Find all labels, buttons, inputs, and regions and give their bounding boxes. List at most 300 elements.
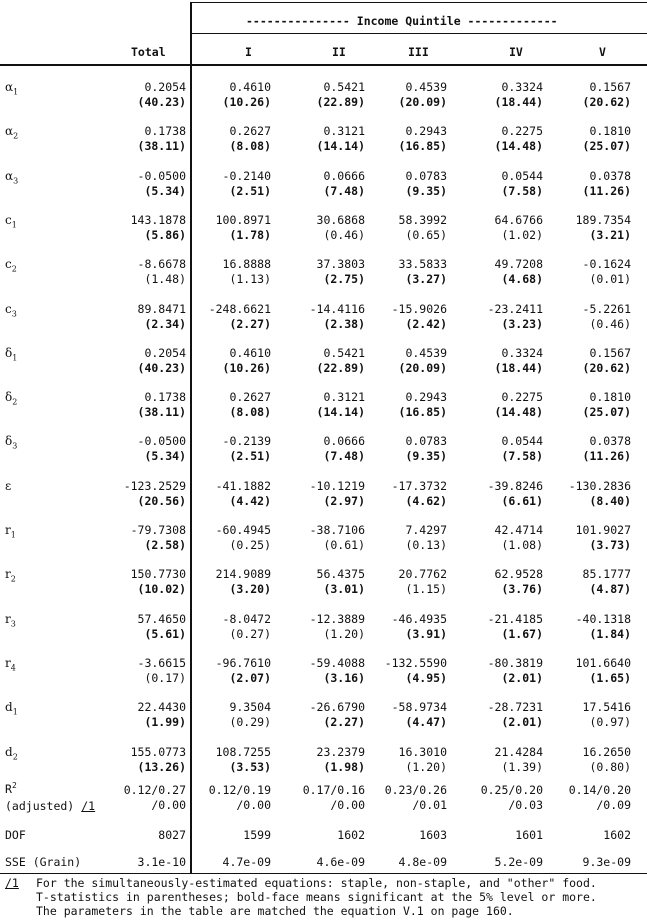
estimate-cell: [317, 745, 365, 775]
estimate-value: 100.8971: [215, 212, 271, 227]
parameter-symbol: c: [5, 212, 12, 227]
estimate-cell: [317, 80, 365, 110]
parameter-subscript: 2: [10, 574, 16, 584]
parameter-label: [5, 523, 16, 539]
estimate-value: -0.1624: [582, 257, 631, 272]
estimate-cell: [399, 124, 447, 154]
t-statistic: (9.35): [405, 449, 447, 464]
estimate-cell: [310, 612, 365, 642]
estimate-cell: [138, 390, 186, 420]
parameter-subscript: 4: [10, 663, 16, 673]
r2-adjusted-value: /0.01: [412, 798, 447, 812]
t-statistic: (3.91): [405, 626, 447, 641]
parameter-symbol: r: [5, 611, 11, 626]
estimate-cell: [229, 700, 271, 730]
estimate-value: -3.6615: [137, 655, 186, 670]
t-statistic: (9.35): [405, 183, 447, 198]
parameter-symbol: δ: [5, 434, 13, 449]
t-statistic: (22.89): [316, 95, 365, 109]
parameter-label: [5, 302, 17, 318]
dof-cell: 1602: [603, 828, 631, 842]
estimate-value: 0.1738: [144, 390, 186, 405]
estimate-value: 16.3010: [398, 744, 447, 759]
estimate-value: 20.7762: [398, 567, 447, 582]
r2-value: 0.17/0.16: [302, 783, 365, 797]
footnote-line-2: T-statistics in parentheses; bold-face means significant at the 5% level or more.: [36, 890, 597, 904]
estimate-cell: [209, 302, 271, 332]
estimate-value: 0.0666: [323, 434, 365, 449]
estimate-cell: [138, 346, 186, 376]
estimate-value: 37.3803: [316, 257, 365, 272]
t-statistic: (3.16): [323, 670, 365, 685]
estimate-cell: [138, 700, 186, 730]
estimate-cell: [223, 612, 271, 642]
estimate-cell: [501, 169, 543, 199]
t-statistic: (2.51): [229, 183, 271, 198]
t-statistic: (7.48): [323, 449, 365, 464]
parameter-symbol: α: [5, 80, 14, 94]
estimate-value: 17.5416: [582, 700, 631, 715]
sse-cell: 5.2e-09: [494, 855, 543, 869]
sse-cell: 4.7e-09: [222, 855, 271, 869]
estimate-cell: [583, 346, 631, 376]
estimate-value: -0.2139: [222, 434, 271, 449]
estimate-cell: [392, 302, 447, 332]
estimate-cell: [323, 169, 365, 199]
estimate-cell: [216, 479, 271, 509]
estimate-cell: [124, 479, 186, 509]
t-statistic: (10.26): [222, 95, 271, 109]
estimate-cell: [501, 434, 543, 464]
r2-adjusted-value: /0.09: [596, 798, 631, 812]
t-statistic: (2.27): [229, 316, 271, 331]
t-statistic: (3.53): [229, 759, 271, 774]
t-statistic: (20.56): [137, 493, 186, 508]
r2-adjusted-value: /0.00: [151, 798, 186, 812]
estimate-cell: [583, 124, 631, 154]
t-statistic: (25.07): [582, 139, 631, 154]
t-statistic: (7.58): [501, 183, 543, 198]
r2-adjusted-value: /0.03: [508, 798, 543, 812]
estimate-value: 0.0378: [589, 434, 631, 449]
estimate-value: -8.0472: [222, 611, 271, 626]
estimate-cell: [223, 434, 271, 464]
estimate-value: -21.4185: [487, 611, 543, 626]
estimate-value: -248.6621: [208, 301, 271, 316]
estimate-value: 0.4610: [229, 80, 271, 94]
estimate-value: 0.1810: [589, 124, 631, 139]
estimate-value: 108.7255: [215, 744, 271, 759]
estimate-cell: [317, 257, 365, 287]
estimate-value: 7.4297: [405, 523, 447, 537]
estimate-value: 0.2943: [405, 124, 447, 139]
estimate-cell: [317, 213, 365, 243]
parameter-subscript: 2: [12, 397, 18, 407]
t-statistic: (20.62): [582, 360, 631, 375]
r2-value: 0.23/0.26: [384, 783, 447, 797]
estimate-cell: [323, 434, 365, 464]
estimate-value: -79.7308: [130, 523, 186, 537]
estimate-value: 16.2650: [582, 744, 631, 759]
t-statistic: (1.65): [589, 670, 631, 685]
parameter-label: [5, 612, 16, 628]
parameter-label: [5, 124, 18, 140]
estimate-value: 0.2054: [144, 80, 186, 94]
parameter-subscript: 1: [12, 707, 18, 717]
bottom-rule: [0, 873, 647, 874]
parameter-label: [5, 434, 17, 450]
estimate-cell: [131, 745, 186, 775]
t-statistic: (6.61): [501, 493, 543, 508]
parameter-label: [5, 745, 18, 761]
estimate-value: 23.2379: [316, 744, 365, 759]
quintile-header: --------------- Income Quintile -------------: [246, 14, 558, 28]
estimate-cell: [495, 257, 543, 287]
estimate-cell: [583, 390, 631, 420]
estimate-value: 0.3121: [323, 124, 365, 139]
estimate-cell: [488, 479, 543, 509]
estimate-value: -41.1882: [215, 478, 271, 493]
t-statistic: (7.48): [323, 183, 365, 198]
t-statistic: (3.27): [405, 272, 447, 287]
t-statistic: (40.23): [137, 95, 186, 109]
estimate-value: -39.8246: [487, 478, 543, 493]
estimate-value: 62.9528: [494, 567, 543, 582]
estimate-cell: [576, 523, 631, 553]
t-statistic: (0.13): [405, 538, 447, 552]
t-statistic: (2.51): [229, 449, 271, 464]
estimate-value: 155.0773: [130, 744, 186, 759]
t-statistic: (0.97): [589, 715, 631, 730]
r2-cell: [209, 783, 271, 813]
col-header-total: Total: [131, 45, 166, 59]
estimate-cell: [495, 567, 543, 597]
t-statistic: (4.47): [405, 715, 447, 730]
estimate-cell: [310, 302, 365, 332]
estimate-value: 57.4650: [137, 611, 186, 626]
t-statistic: (18.44): [494, 360, 543, 375]
t-statistic: (2.01): [501, 715, 543, 730]
estimate-value: -26.6790: [309, 700, 365, 715]
r2-cell: [385, 783, 447, 813]
estimate-cell: [405, 434, 447, 464]
estimate-cell: [569, 479, 631, 509]
parameter-label: [5, 390, 17, 406]
t-statistic: (14.48): [494, 139, 543, 154]
estimate-value: -0.2140: [222, 168, 271, 183]
t-statistic: (1.84): [589, 626, 631, 641]
estimate-value: 0.0783: [405, 434, 447, 449]
r2-adjusted-label: [5, 799, 95, 813]
estimate-cell: [131, 523, 186, 553]
t-statistic: (1.20): [405, 759, 447, 774]
estimate-value: -12.3889: [309, 611, 365, 626]
estimate-cell: [392, 700, 447, 730]
r2-cell: [569, 783, 631, 813]
sse-cell: 9.3e-09: [582, 855, 631, 869]
t-statistic: (0.46): [323, 227, 365, 242]
t-statistic: (25.07): [582, 405, 631, 420]
r2-superscript: 2: [11, 781, 17, 790]
estimate-cell: [583, 434, 631, 464]
estimate-value: -23.2411: [487, 301, 543, 316]
parameter-subscript: 3: [12, 441, 18, 451]
t-statistic: (0.80): [589, 759, 631, 774]
estimate-value: -40.1318: [575, 611, 631, 626]
estimate-value: 0.4610: [229, 345, 271, 360]
estimate-value: 49.7208: [494, 257, 543, 272]
estimate-cell: [385, 656, 447, 686]
col-header-q3: III: [408, 45, 429, 59]
parameter-label: [5, 213, 17, 229]
estimate-value: -123.2529: [123, 478, 186, 493]
footnote-marker: /1: [5, 876, 19, 890]
parameter-symbol: r: [5, 523, 11, 537]
estimate-cell: [495, 124, 543, 154]
r2-value: 0.12/0.19: [208, 783, 271, 797]
t-statistic: (1.15): [405, 582, 447, 597]
estimate-value: -46.4935: [391, 611, 447, 626]
t-statistic: (4.62): [405, 493, 447, 508]
estimate-cell: [223, 346, 271, 376]
estimate-value: 0.4539: [405, 345, 447, 360]
estimate-cell: [399, 567, 447, 597]
parameter-subscript: 1: [13, 87, 19, 97]
footnote-line-3: The parameters in the table are matched the equation V.1 on page 160.: [36, 904, 514, 918]
t-statistic: (8.08): [229, 405, 271, 420]
estimate-cell: [216, 523, 271, 553]
estimate-value: 30.6868: [316, 212, 365, 227]
sse-label: SSE (Grain): [5, 855, 82, 869]
estimate-cell: [131, 213, 186, 243]
estimate-cell: [223, 257, 271, 287]
t-statistic: (1.98): [323, 759, 365, 774]
t-statistic: (7.58): [501, 449, 543, 464]
parameter-symbol: d: [5, 700, 13, 715]
t-statistic: (0.27): [229, 626, 271, 641]
estimate-value: 0.5421: [323, 345, 365, 360]
parameter-symbol: α: [5, 124, 14, 139]
estimate-value: 85.1777: [582, 567, 631, 582]
estimate-cell: [399, 213, 447, 243]
estimate-cell: [576, 656, 631, 686]
estimate-value: 0.4539: [405, 80, 447, 94]
estimate-cell: [229, 124, 271, 154]
dof-cell: 1602: [337, 828, 365, 842]
dof-cell: 1603: [419, 828, 447, 842]
estimate-cell: [576, 213, 631, 243]
estimate-cell: [138, 169, 186, 199]
estimate-cell: [495, 523, 543, 553]
t-statistic: (1.78): [229, 227, 271, 242]
estimate-cell: [405, 169, 447, 199]
t-statistic: (2.97): [323, 493, 365, 508]
estimate-value: 0.2275: [501, 390, 543, 405]
parameter-subscript: 3: [11, 308, 17, 318]
estimate-value: 0.0544: [501, 434, 543, 449]
r2-adjusted-text: (adjusted): [5, 799, 75, 813]
parameter-label: [5, 80, 18, 96]
estimate-value: 56.4375: [316, 567, 365, 582]
estimate-value: -17.3732: [391, 478, 447, 493]
dof-cell: 1601: [515, 828, 543, 842]
estimate-value: -59.4088: [309, 655, 365, 670]
parameter-label: [5, 700, 18, 716]
estimate-value: 0.3324: [501, 80, 543, 94]
quintile-rule: [190, 33, 647, 34]
r2-label: [5, 781, 17, 796]
parameter-symbol: α: [5, 168, 14, 183]
estimate-cell: [488, 302, 543, 332]
t-statistic: (4.87): [589, 582, 631, 597]
t-statistic: (18.44): [494, 95, 543, 109]
t-statistic: (0.25): [229, 538, 271, 552]
estimate-value: -14.4116: [309, 301, 365, 316]
parameter-label: [5, 656, 16, 672]
estimate-cell: [399, 745, 447, 775]
estimate-cell: [317, 124, 365, 154]
dof-cell: 1599: [243, 828, 271, 842]
t-statistic: (10.02): [137, 582, 186, 597]
estimate-value: 0.0544: [501, 168, 543, 183]
footnote-line-1: For the simultaneously-estimated equations: staple, non-staple, and "other" food.: [36, 876, 597, 890]
t-statistic: (1.08): [501, 538, 543, 552]
estimate-value: -38.7106: [309, 523, 365, 537]
estimate-cell: [495, 213, 543, 243]
estimate-cell: [392, 479, 447, 509]
estimate-cell: [310, 479, 365, 509]
estimate-value: 0.0666: [323, 168, 365, 183]
t-statistic: (0.01): [589, 272, 631, 287]
estimate-cell: [583, 700, 631, 730]
parameter-subscript: 3: [13, 175, 19, 185]
r2-value: 0.25/0.20: [480, 783, 543, 797]
estimate-cell: [495, 745, 543, 775]
estimate-value: 143.1878: [130, 212, 186, 227]
dof-label: DOF: [5, 828, 26, 842]
t-statistic: (2.01): [501, 670, 543, 685]
estimate-cell: [317, 346, 365, 376]
parameter-symbol: r: [5, 655, 11, 670]
t-statistic: (14.14): [316, 139, 365, 154]
col-header-q4: IV: [509, 45, 523, 59]
t-statistic: (3.76): [501, 582, 543, 597]
t-statistic: (1.99): [144, 715, 186, 730]
t-statistic: (1.48): [144, 272, 186, 287]
estimate-value: 16.8888: [222, 257, 271, 272]
estimate-value: 22.4430: [137, 700, 186, 715]
sse-cell: 4.6e-09: [316, 855, 365, 869]
t-statistic: (20.62): [582, 95, 631, 109]
t-statistic: (14.14): [316, 405, 365, 420]
estimate-value: -60.4945: [215, 523, 271, 537]
estimate-cell: [138, 257, 186, 287]
parameter-label: [5, 169, 18, 185]
estimate-cell: [488, 656, 543, 686]
estimate-value: 42.4714: [494, 523, 543, 537]
t-statistic: (0.61): [323, 538, 365, 552]
parameter-label: [5, 567, 16, 583]
t-statistic: (20.09): [398, 360, 447, 375]
r2-cell: [303, 783, 365, 813]
estimate-cell: [138, 302, 186, 332]
estimate-cell: [317, 567, 365, 597]
estimate-cell: [399, 257, 447, 287]
estimate-value: -8.6678: [137, 257, 186, 272]
estimate-value: 101.9027: [575, 523, 631, 537]
t-statistic: (20.09): [398, 95, 447, 109]
estimate-value: -10.1219: [309, 478, 365, 493]
estimate-cell: [399, 346, 447, 376]
r2-adjusted-value: /0.00: [236, 798, 271, 812]
estimate-value: 0.0378: [589, 168, 631, 183]
estimate-cell: [310, 523, 365, 553]
estimate-cell: [138, 434, 186, 464]
estimate-cell: [488, 612, 543, 642]
estimate-cell: [583, 80, 631, 110]
t-statistic: (2.27): [323, 715, 365, 730]
estimate-value: -15.9026: [391, 301, 447, 316]
r2-symbol: R: [5, 781, 12, 796]
estimate-value: 0.3121: [323, 390, 365, 405]
estimate-value: 21.4284: [494, 744, 543, 759]
estimate-cell: [495, 390, 543, 420]
estimate-cell: [229, 390, 271, 420]
r2-cell: [481, 783, 543, 813]
r2-cell: [124, 783, 186, 813]
t-statistic: (1.13): [229, 272, 271, 287]
t-statistic: (0.17): [144, 670, 186, 685]
t-statistic: (3.73): [589, 538, 631, 552]
parameter-symbol: r: [5, 567, 11, 582]
estimate-cell: [138, 612, 186, 642]
t-statistic: (16.85): [398, 139, 447, 154]
parameter-subscript: 2: [11, 264, 17, 274]
estimate-cell: [216, 567, 271, 597]
t-statistic: (5.34): [144, 449, 186, 464]
estimate-cell: [405, 523, 447, 553]
t-statistic: (11.26): [582, 183, 631, 198]
t-statistic: (0.46): [589, 316, 631, 331]
r2-footnote-ref: /1: [81, 799, 96, 813]
top-rule: [190, 2, 647, 3]
estimate-value: 214.9089: [215, 567, 271, 582]
estimate-value: 33.5833: [398, 257, 447, 272]
estimate-cell: [131, 567, 186, 597]
t-statistic: (3.20): [229, 582, 271, 597]
header-rule: [0, 64, 647, 66]
estimate-value: 150.7730: [130, 567, 186, 582]
estimate-cell: [223, 169, 271, 199]
estimate-cell: [399, 80, 447, 110]
estimate-cell: [488, 700, 543, 730]
parameter-subscript: 2: [13, 131, 19, 141]
t-statistic: (22.89): [316, 360, 365, 375]
t-statistic: (4.42): [229, 493, 271, 508]
t-statistic: (16.85): [398, 405, 447, 420]
estimate-value: -0.0500: [137, 168, 186, 183]
estimate-value: 58.3992: [398, 212, 447, 227]
estimate-cell: [576, 612, 631, 642]
estimate-cell: [583, 169, 631, 199]
estimate-value: -132.5590: [384, 655, 447, 670]
t-statistic: (3.21): [589, 227, 631, 242]
t-statistic: (1.39): [501, 759, 543, 774]
t-statistic: (5.34): [144, 183, 186, 198]
estimate-cell: [216, 656, 271, 686]
estimate-value: 0.2054: [144, 345, 186, 360]
t-statistic: (5.61): [144, 626, 186, 641]
